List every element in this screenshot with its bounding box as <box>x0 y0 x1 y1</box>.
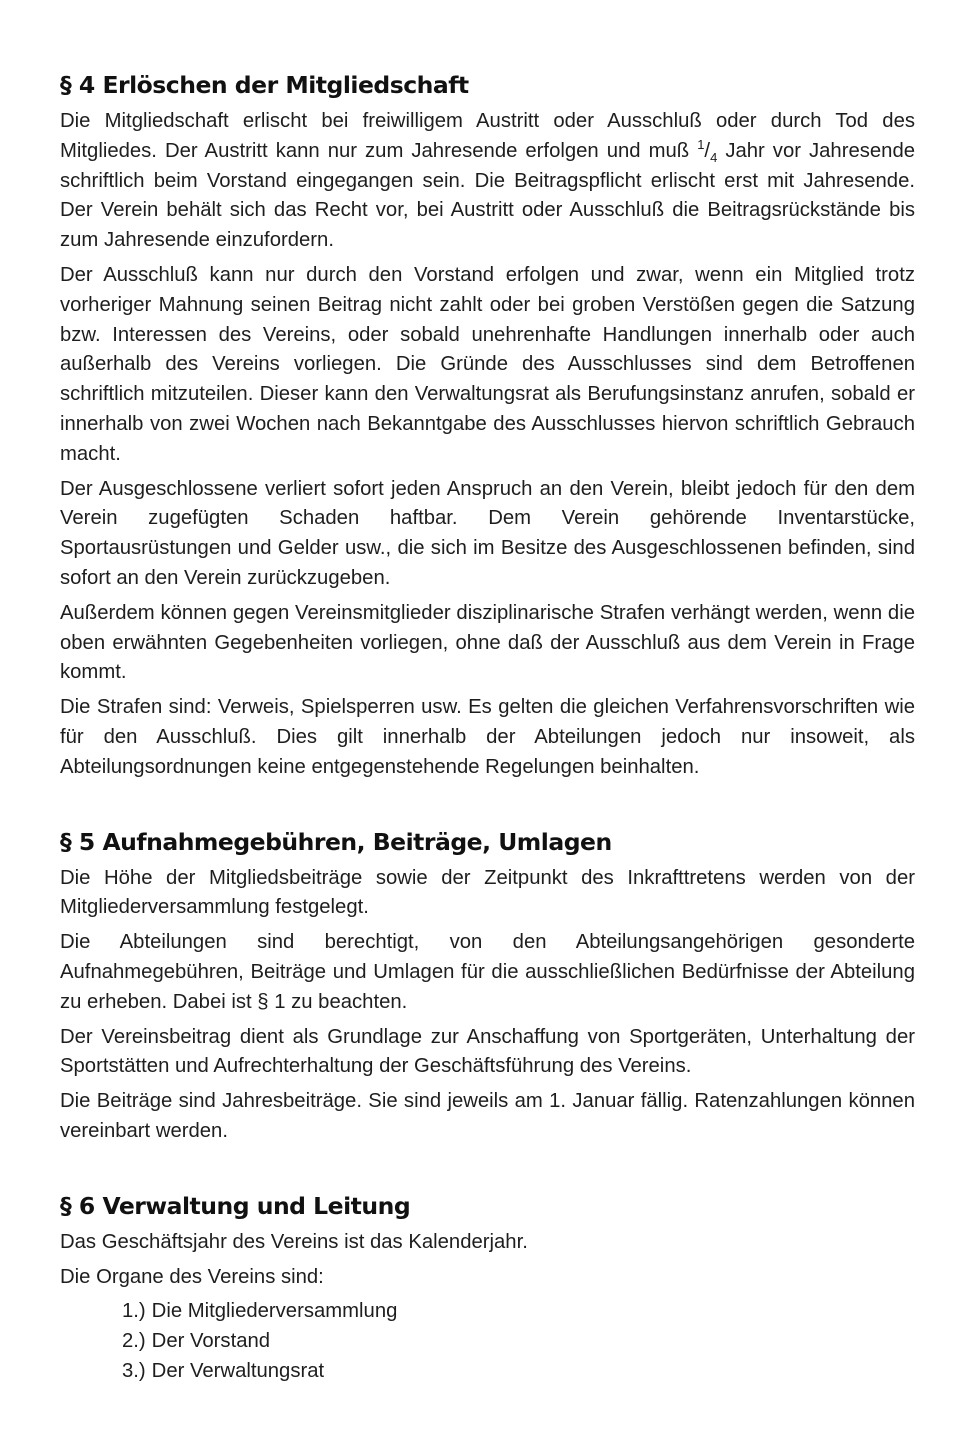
section-6 <box>60 1191 915 1387</box>
organs-list <box>60 1297 915 1386</box>
list-item-number: 2.) <box>122 1330 146 1353</box>
paragraph-text-post: Jahr vor Jahresende schriftlich beim Vorstand eingegangen sein. Die Beitragspflicht erlischt erst mit Jahresende. Der Verein behält sich das Recht vor, bei Austritt oder Ausschluß die Beitragsrückstände bis zum Jahresende einzufordern. <box>60 139 915 252</box>
section-4-paragraph-3: Der Ausgeschlossene verliert sofort jeden Anspruch an den Verein, bleibt jedoch für den dem Verein zugefügten Schaden haftbar. Dem Verein gehörende Inventarstücke, Sportausrüstungen und Gelder usw., die sich im Besitze des Ausgeschlossenen befinden, sind sofort an den Verein zurückzugeben. <box>60 477 915 589</box>
document-body <box>60 70 915 1431</box>
section-5-paragraph-4: Die Beiträge sind Jahresbeiträge. Sie sind jeweils am 1. Januar fällig. Ratenzahlungen können vereinbart werden. <box>60 1090 915 1142</box>
section-4-paragraph-1: Die Mitgliedschaft erlischt bei freiwilligem Austritt oder Ausschluß oder durch Tod des Mitgliedes. Der Austritt kann nur zum Jahresende erfolgen und muß $^1/_4$ Jahr vor Jahresende schriftlich beim Vorstand eingegangen sein. Die Beitragspflicht erlischt erst mit Jahresende. Der Verein behält sich das Recht vor, bei Austritt oder Ausschluß die Beitragsrückstände bis zum Jahresende einzufordern. <box>60 110 915 252</box>
fraction-numerator: 1 <box>697 137 705 153</box>
section-6-paragraph-1: Das Geschäftsjahr des Vereins ist das Kalenderjahr. <box>60 1230 528 1253</box>
section-4 <box>60 70 915 783</box>
list-item-number: 1.) <box>122 1300 146 1323</box>
section-5-paragraph-1: Die Höhe der Mitgliedsbeiträge sowie der Zeitpunkt des Inkrafttretens werden von der Mitgliederversammlung festgelegt. <box>60 866 915 919</box>
list-item <box>122 1327 915 1357</box>
list-item-number: 3.) <box>122 1359 146 1382</box>
section-4-paragraph-4: Außerdem können gegen Vereinsmitglieder disziplinarische Strafen verhängt werden, wenn die oben erwähnten Gegebenheiten vorliegen, ohne daß der Ausschluß aus dem Verein in Frage kommt. <box>60 601 915 684</box>
section-5-paragraph-2: Die Abteilungen sind berechtigt, von den Abteilungsangehörigen gesonderte Aufnahmegebühren, Beiträge und Umlagen für die ausschließlichen Bedürfnisse der Abteilung zu erheben. Dabei ist § 1 zu beachten. <box>60 931 915 1013</box>
list-item-text: Der Verwaltungsrat <box>151 1359 325 1382</box>
list-item <box>122 1357 915 1387</box>
fraction-denominator: 4 <box>710 149 718 165</box>
list-item <box>122 1297 915 1327</box>
section-5-paragraph-3: Der Vereinsbeitrag dient als Grundlage zur Anschaffung von Sportgeräten, Unterhaltung der Sportstätten und Aufrechterhaltung der Geschäftsführung des Vereins. <box>60 1025 915 1078</box>
section-4-paragraph-2: Der Ausschluß kann nur durch den Vorstand erfolgen und zwar, wenn ein Mitglied trotz vorheriger Mahnung seinen Beitrag nicht zahlt oder bei groben Verstößen gegen die Satzung bzw. Interessen des Vereins, oder sobald unehrenhafte Handlungen innerhalb oder auch außerhalb des Vereins vorliegen. Die Gründe des Ausschlusses sind dem Betroffenen schriftlich mitzuteilen. Dieser kann den Verwaltungsrat als Berufungsinstanz anrufen, sobald er innerhalb von zwei Wochen nach Bekanntgabe des Ausschlusses hiervon schriftlich Gebrauch macht. <box>60 263 915 465</box>
list-item-text: Der Vorstand <box>151 1330 271 1353</box>
paragraph-text-pre: Die Mitgliedschaft erlischt bei freiwilligem Austritt oder Ausschluß oder durch Tod des Mitgliedes. Der Austritt kann nur zum Jahresende erfolgen und muß <box>60 110 915 162</box>
section-6-title: § 6 Verwaltung und Leitung <box>60 1191 411 1220</box>
section-4-paragraph-5: Die Strafen sind: Verweis, Spielsperren usw. Es gelten die gleichen Verfahrensvorschriften wie für den Ausschluß. Dies gilt innerhalb der Abteilungen jedoch nur insoweit, als Abteilungsordnungen keine entgegenstehende Regelungen beinhalten. <box>60 696 915 778</box>
section-5 <box>60 827 915 1147</box>
list-item-text: Die Mitgliederversammlung <box>151 1300 398 1323</box>
section-6-paragraph-2: Die Organe des Vereins sind: <box>60 1265 324 1288</box>
section-4-title: § 4 Erlöschen der Mitgliedschaft <box>60 71 469 99</box>
section-5-title: § 5 Aufnahmegebühren, Beiträge, Umlagen <box>60 827 612 856</box>
